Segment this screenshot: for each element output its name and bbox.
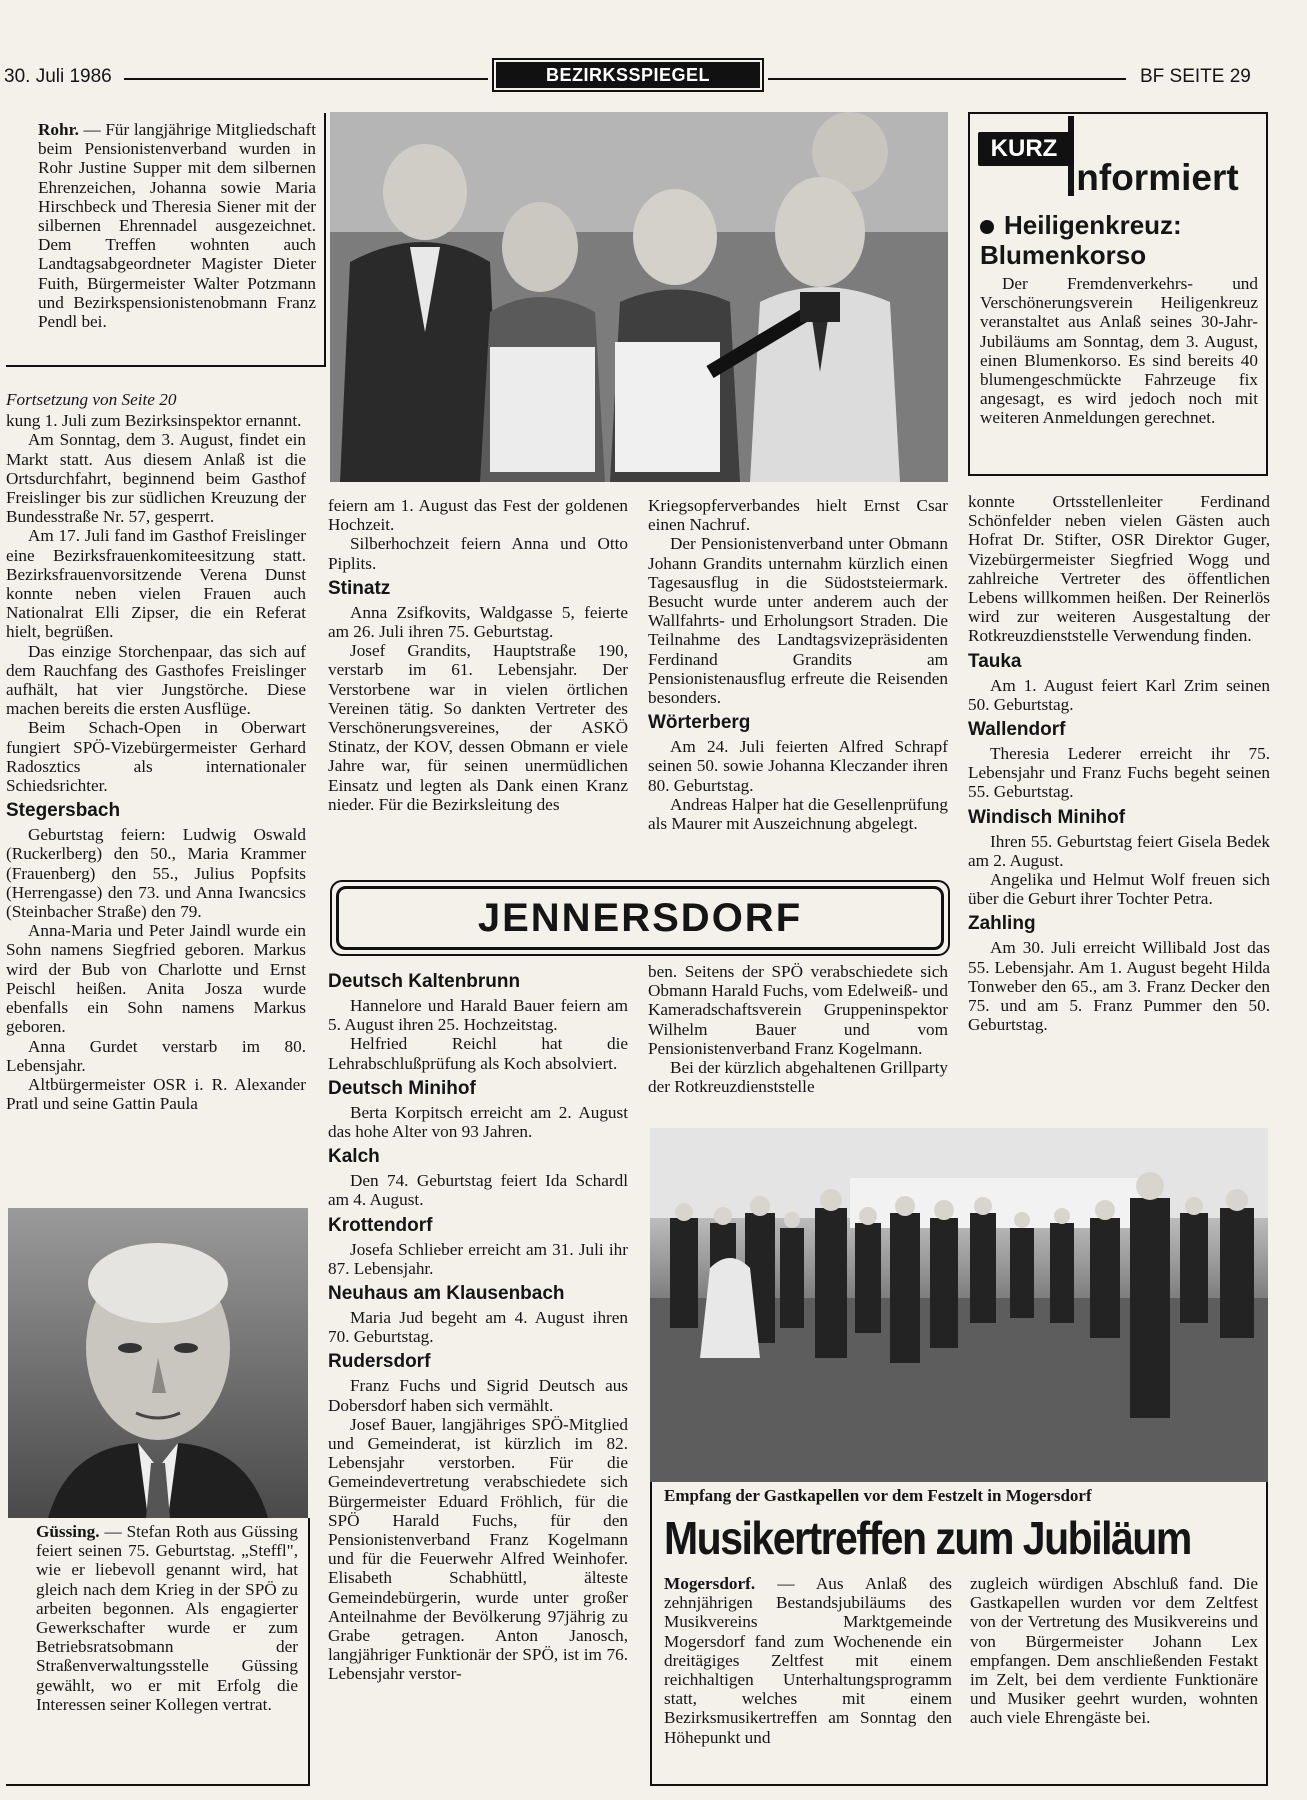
paragraph: konnte Ortsstellenleiter Ferdinand Schönfelder neben vielen Gästen auch Hofrat Dr. Stifter, OSR Direktor Guger, Vizebürgermeister Siegfried Wogg und zahlreiche Vertreter des öffentlichen Lebens willkommen heißen. Der Reinerlös wird zur weiteren Ausgestaltung der Rotkreuzdienststelle Verwendung finden. bbox=[968, 492, 1270, 646]
paragraph: feiern am 1. August das Fest der goldenen Hochzeit. bbox=[328, 496, 628, 535]
kurz-text: Der Fremdenverkehrs- und Verschönerungsverein Heiligenkreuz veranstaltet aus Anlaß seines 30-Jahr-Jubiläums am Sonntag, dem 3. August, einen Blumenkorso. Es sind bereits 40 blumengeschmückte Fahrzeuge fix angesagt, es wird jedoch noch mit weiteren Anmeldungen gerechnet. bbox=[980, 274, 1258, 428]
paragraph: Bei der kürzlich abgehaltenen Grillparty der Rotkreuzdienststelle bbox=[648, 1058, 948, 1097]
paragraph: Anna Zsifkovits, Waldgasse 5, feierte am 26. Juli ihren 75. Geburtstag. bbox=[328, 602, 628, 642]
paragraph: Altbürgermeister OSR i. R. Alexander Pratl und seine Gattin Paula bbox=[6, 1074, 306, 1114]
guessing-text: — Stefan Roth aus Güssing feiert seinen 75. Geburtstag. „Steffl", wie er liebevoll genannt wird, hat gleich nach dem Krieg in der SPÖ zu arbeiten begonnen. Als engagierter Gewerkschafter wurde er zum Betriebsratsobmann der Straßenverwaltungsstelle Güssing gewählt, wo er mit Erfolg die Interessen seiner Kollegen vertrat. bbox=[36, 1522, 298, 1714]
paragraph: Berta Korpitsch erreicht am 2. August das hohe Alter von 93 Jahren. bbox=[328, 1102, 628, 1142]
header-rule-left bbox=[124, 78, 488, 80]
column-2-upper bbox=[328, 496, 628, 814]
kurz-title: Informiert bbox=[1066, 157, 1239, 198]
paragraph: Ihren 55. Geburtstag feiert Gisela Bedek am 2. August. bbox=[968, 831, 1270, 870]
photo-caption: Empfang der Gastkapellen vor dem Festzelt in Mogersdorf bbox=[664, 1486, 1092, 1505]
paragraph: Am 24. Juli feierten Alfred Schrapf seinen 50. sowie Johanna Kleczander ihren 80. Geburtstag. bbox=[648, 737, 948, 795]
paragraph: Das einzige Storchenpaar, das sich auf dem Rauchfang des Gasthofes Freislinger aufhält, hat vier Jungstörche. Diese machen bereits die ersten Ausflüge. bbox=[6, 641, 306, 719]
wallendorf-heading: Wallendorf bbox=[968, 719, 1066, 741]
paragraph: Der Pensionistenverband unter Obmann Johann Grandits unternahm kürzlich einen Tagesausflug in die Südoststeiermark. Besucht wurde unter anderem auch der Wallfahrts- und Erholungsort Straden. Die Teilnahme des Landtagsvizepräsidenten Ferdinand Grandits am Pensionistenausflug erfreute die Reisenden besonders. bbox=[648, 534, 948, 708]
column-4-upper bbox=[968, 492, 1270, 1034]
music-text-right bbox=[970, 1574, 1258, 1728]
kurz-headline-line2: Blumenkorso bbox=[980, 240, 1147, 270]
windisch-minihof-heading: Windisch Minihof bbox=[968, 806, 1126, 828]
kalch-heading: Kalch bbox=[328, 1146, 380, 1168]
neuhaus-heading: Neuhaus am Klausenbach bbox=[328, 1283, 565, 1305]
continuation-label: Fortsetzung von Seite 20 bbox=[6, 390, 177, 409]
krottendorf-heading: Krottendorf bbox=[328, 1214, 433, 1236]
kurz-headline-line1: Heiligenkreuz: bbox=[1004, 210, 1182, 240]
festival-illustration bbox=[650, 1128, 1268, 1482]
paragraph: Angelika und Helmut Wolf freuen sich über die Geburt ihrer Tochter Petra. bbox=[968, 870, 1270, 909]
portrait-photo bbox=[8, 1208, 308, 1518]
section-title: BEZIRKSSPIEGEL bbox=[496, 62, 760, 88]
paragraph: Kriegsopferverbandes hielt Ernst Csar einen Nachruf. bbox=[648, 496, 948, 535]
paragraph: Den 74. Geburtstag feiert Ida Schardl am 4. August. bbox=[328, 1171, 628, 1210]
column-3-upper bbox=[648, 496, 948, 833]
music-lead: Mogersdorf. bbox=[664, 1574, 756, 1593]
column-3-lower bbox=[648, 962, 948, 1096]
music-text-left bbox=[664, 1574, 952, 1747]
header-rule-right bbox=[768, 78, 1126, 80]
rohr-text: — Für langjährige Mitgliedschaft beim Pensionistenverband wurden in Rohr Justine Supper mit dem silbernen Ehrenzeichen, Johanna sowie Maria Hirschbeck und Theresia Siener mit der silbernen Ehrennadel ausgezeichnet. Dem Treffen wohnten auch Landtagsabgeordneter Magister Dieter Fuith, Bürgermeister Walter Potzmann und Bezirkspensionistenobmann Franz Pendl bei. bbox=[38, 120, 316, 332]
kurz-title-frame bbox=[968, 112, 1268, 204]
paragraph: Am 1. August feiert Karl Zrim seinen 50. Geburtstag. bbox=[968, 675, 1270, 714]
guessing-article bbox=[36, 1522, 298, 1714]
stinatz-heading: Stinatz bbox=[328, 577, 391, 599]
paragraph: Am 17. Juli fand im Gasthof Freislinger eine Bezirksfrauenkomiteesitzung statt. Bezirksfrauenvorsitzende Verena Dunst konnte neben vielen Frauen auch Nationalrat Elli Zipser, die ein Referat hielt, begrüßen. bbox=[6, 526, 306, 642]
kurz-badge: KURZ bbox=[978, 132, 1070, 166]
paragraph: Geburtstag feiern: Ludwig Oswald (Ruckerlberg) den 50., Maria Krammer (Frauenberg) den 55., Julius Popfsits (Herrengasse) den 73. und Anna Iwancsics (Steinbacher Straße) den 79. bbox=[6, 825, 306, 922]
kurz-content bbox=[980, 210, 1258, 428]
award-photo bbox=[330, 112, 948, 482]
paragraph: Anna-Maria und Peter Jaindl wurde ein Sohn namens Siegfried geboren. Markus wird der Bub von Charlotte und Ernst Peischl heißen. Anita Josza wurde ebenfalls ein Sohn namens Markus geboren. bbox=[6, 921, 306, 1037]
paragraph: Josef Grandits, Hauptstraße 190, verstarb im 61. Lebensjahr. Der Verstorbene war in vielen örtlichen Vereinen tätig. So dankten Vertreter des Verschönerungsvereines, der ASKÖ Stinatz, der KOV, dessen Obmann er viele Jahre war, für seinen unermüdlichen Einsatz und legten als Dank einen Kranz nieder. Für die Bezirksleitung des bbox=[328, 641, 628, 814]
jennersdorf-title: JENNERSDORF bbox=[336, 886, 944, 950]
rohr-lead: Rohr. bbox=[38, 120, 79, 139]
paragraph: Franz Fuchs und Sigrid Deutsch aus Dobersdorf haben sich vermählt. bbox=[328, 1376, 628, 1415]
tauka-heading: Tauka bbox=[968, 650, 1022, 672]
award-illustration bbox=[330, 112, 948, 482]
rohr-article bbox=[38, 120, 316, 331]
column-1-continued bbox=[6, 390, 306, 1113]
paragraph: Maria Jud begeht am 4. August ihren 70. Geburtstag. bbox=[328, 1308, 628, 1347]
kurz-headline bbox=[980, 210, 1258, 270]
paragraph: Helfried Reichl hat die Lehrabschlußprüfung als Koch absolviert. bbox=[328, 1034, 628, 1073]
woerterberg-heading: Wörterberg bbox=[648, 712, 751, 734]
paragraph: Am Sonntag, dem 3. August, findet ein Markt statt. Aus diesem Anlaß ist die Ortsdurchfahrt, beginnend beim Gasthof Freislinger bis zur südlichen Kreuzung der Bundesstraße Nr. 57, gesperrt. bbox=[6, 430, 306, 527]
music-text-continued: zugleich würdigen Abschluß fand. Die Gastkapellen wurden vor dem Zeltfest von der Vertretung des Musikvereins und von Bürgermeister Johann Lex empfangen. Dem anschließenden Festakt im Zelt, bei dem verdiente Funktionäre und Musiker geehrt wurden, wohnten auch viele Ehrengäste bei. bbox=[970, 1574, 1258, 1728]
kaltenbrunn-heading: Deutsch Kaltenbrunn bbox=[328, 971, 521, 992]
rudersdorf-heading: Rudersdorf bbox=[328, 1351, 431, 1373]
paragraph: Beim Schach-Open in Oberwart fungiert SPÖ-Vizebürgermeister Gerhard Radosztics als internationaler Schiedsrichter. bbox=[6, 718, 306, 796]
music-text: — Aus Anlaß des zehnjährigen Bestandsjubiläums des Musikvereins Marktgemeinde Mogersdorf fand zum Wochenende ein dreitägiges Zeltfest mit einem reichhaltigen Unterhaltungsprogramm statt, welches mit einem Bezirksmusikertreffen am Sonntag den Höhepunkt und bbox=[664, 1574, 952, 1747]
zahling-heading: Zahling bbox=[968, 913, 1036, 935]
paragraph: Hannelore und Harald Bauer feiern am 5. August ihren 25. Hochzeitstag. bbox=[328, 996, 628, 1035]
paragraph: Theresia Lederer erreicht ihr 75. Lebensjahr und Franz Fuchs begeht seinen 55. Geburtstag. bbox=[968, 744, 1270, 802]
paragraph: Silberhochzeit feiern Anna und Otto Piplits. bbox=[328, 534, 628, 573]
festival-photo bbox=[650, 1128, 1268, 1482]
guessing-lead: Güssing. bbox=[36, 1522, 100, 1541]
paragraph: Josef Bauer, langjähriges SPÖ-Mitglied und Gemeinderat, ist kürzlich im 82. Lebensjahr verstorben. Für die Gemeindevertretung verabschiedete sich Bürgermeister Eduard Fröhlich, für die SPÖ Harald Fuchs, für den Pensionistenverband Franz Kogelmann und für die Feuerwehr Alfred Weinhofer. Elisabeth Schabhüttl, älteste Gemeindebürgerin, wurde unter großer Anteilnahme der Bevölkerung 97jährig zu Grabe getragen. Anton Janosch, langjähriger Funktionär der SPÖ, ist im 76. Lebensjahr verstor- bbox=[328, 1414, 628, 1684]
music-headline: Musikertreffen zum Jubiläum bbox=[664, 1512, 1191, 1564]
portrait-illustration bbox=[8, 1208, 308, 1518]
paragraph: Am 30. Juli erreicht Willibald Jost das 55. Lebensjahr. Am 1. August begeht Hilda Tonweber den 65., am 3. Franz Decker den 75. und am 5. Franz Pummer den 50. Geburtstag. bbox=[968, 938, 1270, 1035]
minihof-heading: Deutsch Minihof bbox=[328, 1077, 476, 1099]
header-date: 30. Juli 1986 bbox=[4, 66, 112, 87]
stegersbach-heading: Stegersbach bbox=[6, 800, 121, 822]
column-2-lower bbox=[328, 966, 628, 1684]
header-section-box bbox=[492, 58, 764, 92]
paragraph: Josefa Schlieber erreicht am 31. Juli ihr 87. Lebensjahr. bbox=[328, 1239, 628, 1278]
paragraph: Andreas Halper hat die Gesellenprüfung als Maurer mit Auszeichnung abgelegt. bbox=[648, 794, 948, 834]
header-page-number: BF SEITE 29 bbox=[1140, 66, 1251, 87]
paragraph: Anna Gurdet verstarb im 80. Lebensjahr. bbox=[6, 1036, 306, 1075]
jennersdorf-banner bbox=[330, 880, 950, 956]
bullet-icon bbox=[980, 220, 994, 234]
paragraph: kung 1. Juli zum Bezirksinspektor ernannt. bbox=[6, 411, 302, 431]
paragraph: ben. Seitens der SPÖ verabschiedete sich Obmann Harald Fuchs, vom Edelweiß- und Kameradschaftsverein Gruppeninspektor Wilhelm Bauer und vom Pensionistenverband Franz Kogelmann. bbox=[648, 962, 948, 1058]
